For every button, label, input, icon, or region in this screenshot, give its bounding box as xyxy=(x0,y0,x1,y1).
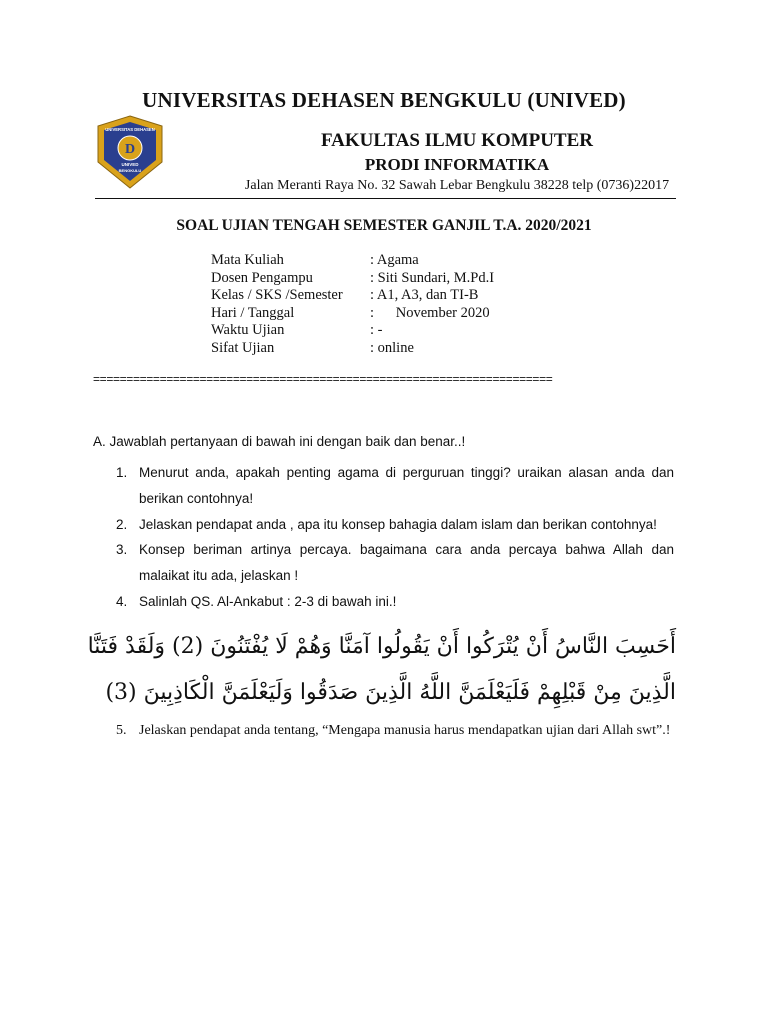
arabic-verse-line: الَّذِينَ مِنْ قَبْلِهِمْ فَلَيَعْلَمَنَّ اللَّهُ الَّذِينَ صَدَقُوا وَلَيَعْلَمَنَّ الْكَاذِبِينَ (3) xyxy=(105,680,676,705)
question-number: 2. xyxy=(116,517,128,532)
faculty-name: FAKULTAS ILMU KOMPUTER xyxy=(320,130,593,151)
question-text: Jelaskan pendapat anda , apa itu konsep bahagia dalam islam dan berikan contohnya! xyxy=(139,517,657,532)
question-text: Salinlah QS. Al-Ankabut : 2-3 di bawah ini.! xyxy=(139,594,397,609)
logo-monogram: D xyxy=(124,142,136,157)
meta-value: : online xyxy=(370,339,414,356)
separator-line: ===================================================================== xyxy=(93,372,553,386)
meta-value: : Siti Sundari, M.Pd.I xyxy=(370,269,495,286)
meta-row xyxy=(211,270,494,288)
exam-title: SOAL UJIAN TENGAH SEMESTER GANJIL T.A. 2020/2021 xyxy=(176,217,592,234)
meta-label: Waktu Ujian xyxy=(211,322,285,338)
meta-label: Dosen Pengampu xyxy=(211,269,313,286)
question-number: 1. xyxy=(116,465,128,480)
logo-bottom-text-2: BENGKULU xyxy=(118,168,142,173)
meta-row xyxy=(211,252,494,270)
logo-top-text: UNIVERSITAS DEHASEN xyxy=(105,127,155,132)
meta-row xyxy=(211,322,494,340)
meta-row xyxy=(211,340,494,358)
meta-label: Kelas / SKS /Semester xyxy=(211,287,343,303)
arabic-verse-line: أَحَسِبَ النَّاسُ أَنْ يُتْرَكُوا أَنْ يَقُولُوا آمَنَّا وَهُمْ لَا يُفْتَنُونَ (2) وَلَقَدْ فَتَنَّا xyxy=(87,634,676,659)
meta-label: Hari / Tanggal xyxy=(211,304,295,321)
address-line: Jalan Meranti Raya No. 32 Sawah Lebar Bengkulu 38228 telp (0736)22017 xyxy=(244,178,670,193)
meta-label: Sifat Ujian xyxy=(211,339,275,356)
exam-meta-table xyxy=(211,252,494,357)
meta-value: : - xyxy=(370,322,383,338)
question-item xyxy=(116,537,674,589)
university-name: UNIVERSITAS DEHASEN BENGKULU (UNIVED) xyxy=(142,88,626,112)
section-intro: A. Jawablah pertanyaan di bawah ini dengan baik dan benar..! xyxy=(93,434,466,449)
question-text: Jelaskan pendapat anda tentang, “Mengapa manusia harus mendapatkan ujian dari Allah swt”.! xyxy=(139,723,671,738)
logo-bottom-text-1: UNIVED xyxy=(121,162,139,167)
question-number: 3. xyxy=(116,542,128,557)
question-item xyxy=(116,512,674,538)
question-item xyxy=(116,460,674,512)
question-number: 5. xyxy=(116,723,127,738)
meta-row xyxy=(211,287,494,305)
meta-value: : November 2020 xyxy=(370,304,490,321)
meta-label: Mata Kuliah xyxy=(211,252,284,268)
program-name: PRODI INFORMATIKA xyxy=(364,155,550,174)
question-item xyxy=(116,718,674,744)
header-divider xyxy=(95,198,676,199)
question-item xyxy=(116,589,674,615)
question-text: Konsep beriman artinya percaya. bagaimana cara anda percaya bahwa Allah dan malaikat itu ada, jelaskan ! xyxy=(139,542,674,583)
university-logo xyxy=(94,114,166,190)
meta-value: : Agama xyxy=(370,252,419,268)
meta-value: : A1, A3, dan TI-B xyxy=(370,287,479,303)
question-text: Menurut anda, apakah penting agama di perguruan tinggi? uraikan alasan anda dan berikan contohnya! xyxy=(139,465,674,506)
question-number: 4. xyxy=(116,594,128,609)
meta-row xyxy=(211,305,494,323)
